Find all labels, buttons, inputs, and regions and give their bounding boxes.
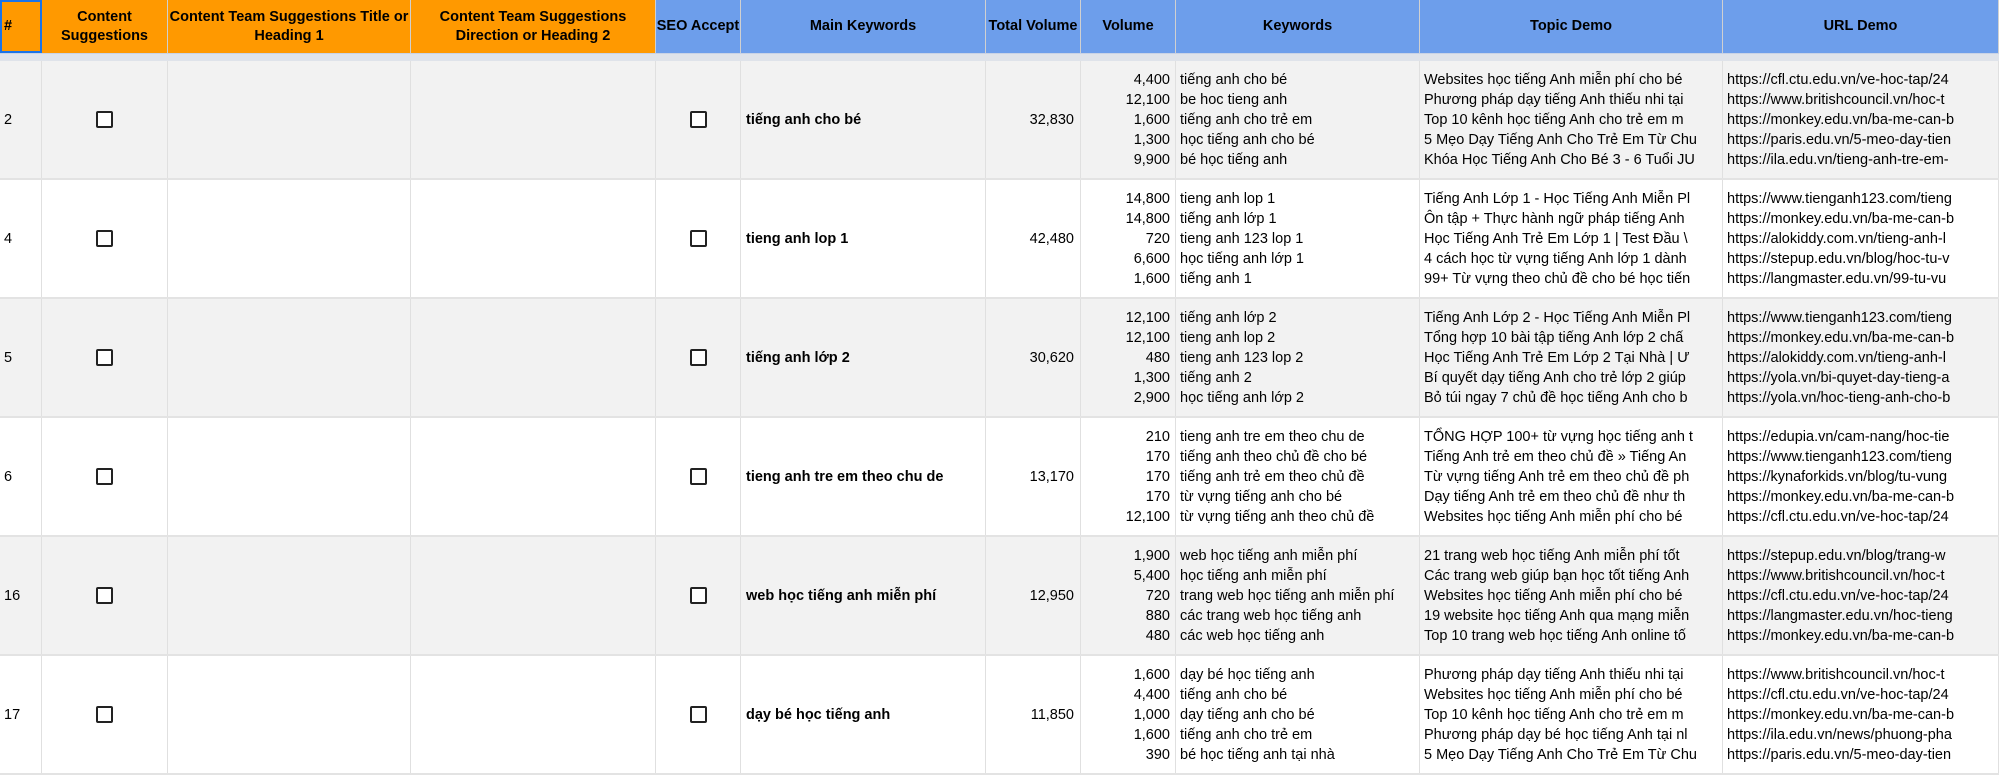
keywords-line: học tiếng anh cho bé (1180, 131, 1315, 148)
volume-line: 1,300 (1133, 131, 1170, 148)
topic-demo-cell[interactable] (1420, 61, 1723, 178)
topic-demo-line: Các trang web giúp bạn học tốt tiếng Anh (1424, 567, 1690, 584)
row-number-cell[interactable]: 6 (0, 418, 42, 535)
url-demo-cell[interactable] (1723, 418, 1999, 535)
volume-line: 880 (1145, 607, 1170, 624)
keywords-line: học tiếng anh miễn phí (1180, 567, 1327, 584)
url-demo-cell-lines (1723, 665, 1998, 765)
volume-line: 12,100 (1125, 329, 1170, 346)
topic-demo-line: 19 website học tiếng Anh qua mạng miễn (1424, 607, 1690, 624)
topic-demo-line: Học Tiếng Anh Trẻ Em Lớp 1 | Test Đầu \ (1424, 230, 1688, 247)
total-volume-cell[interactable]: 11,850 (986, 656, 1081, 773)
content-suggestions-checkbox[interactable] (96, 587, 113, 604)
topic-demo-line: Tiếng Anh trẻ em theo chủ đề » Tiếng An (1424, 448, 1687, 465)
volume-line: 1,600 (1133, 726, 1170, 743)
topic-demo-line: Phương pháp dạy tiếng Anh thiếu nhi tại (1424, 666, 1684, 683)
keywords-cell[interactable] (1176, 537, 1420, 654)
keywords-line: tiếng anh cho trẻ em (1180, 726, 1313, 743)
header-row-number[interactable]: # (0, 0, 42, 53)
main-keyword-cell[interactable]: web học tiếng anh miễn phí (741, 537, 986, 654)
topic-demo-cell-lines (1420, 546, 1722, 646)
volume-cell-lines (1081, 665, 1175, 765)
title-heading-cell[interactable] (168, 418, 411, 535)
volume-line: 1,600 (1133, 111, 1170, 128)
volume-cell[interactable] (1081, 299, 1176, 416)
keywords-line: tiếng anh lớp 1 (1180, 210, 1277, 227)
volume-line: 720 (1145, 587, 1170, 604)
content-suggestions-checkbox[interactable] (96, 349, 113, 366)
volume-line: 480 (1145, 349, 1170, 366)
direction-heading-cell[interactable] (411, 537, 656, 654)
topic-demo-cell-lines (1420, 189, 1722, 289)
keywords-cell-lines (1176, 427, 1419, 527)
url-demo-line: https://yola.vn/hoc-tieng-anh-cho-b (1727, 389, 1951, 406)
url-demo-line: https://www.tienganh123.com/tieng (1727, 190, 1952, 207)
url-demo-line: https://cfl.ctu.edu.vn/ve-hoc-tap/24 (1727, 587, 1949, 604)
topic-demo-line: TỔNG HỢP 100+ từ vựng học tiếng anh t (1424, 428, 1693, 445)
volume-cell[interactable] (1081, 180, 1176, 297)
keywords-line: be hoc tieng anh (1180, 91, 1288, 108)
table-row (0, 299, 1999, 418)
keywords-line: tieng anh lop 2 (1180, 329, 1276, 346)
header-main-keywords[interactable]: Main Keywords (741, 0, 986, 53)
frozen-divider[interactable] (0, 54, 1999, 61)
url-demo-line: https://monkey.edu.vn/ba-me-can-b (1727, 329, 1955, 346)
seo-accept-cell[interactable] (656, 656, 741, 773)
topic-demo-line: 5 Mẹo Dạy Tiếng Anh Cho Trẻ Em Từ Chu (1424, 746, 1697, 763)
content-suggestions-cell[interactable] (42, 537, 168, 654)
keywords-cell[interactable] (1176, 61, 1420, 178)
topic-demo-line: 99+ Từ vựng theo chủ đề cho bé học tiến (1424, 270, 1691, 287)
volume-line: 12,100 (1125, 309, 1170, 326)
content-suggestions-checkbox[interactable] (96, 111, 113, 128)
topic-demo-line: Bí quyết dạy tiếng Anh cho trẻ lớp 2 giúp (1424, 369, 1686, 386)
topic-demo-line: Phương pháp dạy bé học tiếng Anh tại nl (1424, 726, 1688, 743)
topic-demo-line: 4 cách học từ vựng tiếng Anh lớp 1 dành (1424, 250, 1687, 267)
header-row (0, 0, 1999, 54)
volume-line: 1,900 (1133, 547, 1170, 564)
topic-demo-line: Websites học tiếng Anh miễn phí cho bé (1424, 71, 1683, 88)
volume-line: 170 (1145, 488, 1170, 505)
topic-demo-cell[interactable] (1420, 299, 1723, 416)
total-volume-cell[interactable]: 32,830 (986, 61, 1081, 178)
topic-demo-line: Dạy tiếng Anh trẻ em theo chủ đề như th (1424, 488, 1686, 505)
url-demo-line: https://www.tienganh123.com/tieng (1727, 448, 1952, 465)
url-demo-line: https://edupia.vn/cam-nang/hoc-tie (1727, 428, 1950, 445)
volume-line: 1,600 (1133, 270, 1170, 287)
volume-line: 720 (1145, 230, 1170, 247)
volume-cell-lines (1081, 70, 1175, 170)
volume-line: 1,300 (1133, 369, 1170, 386)
volume-cell-lines (1081, 427, 1175, 527)
total-volume-cell[interactable]: 12,950 (986, 537, 1081, 654)
keywords-line: dạy tiếng anh cho bé (1180, 706, 1315, 723)
url-demo-line: https://monkey.edu.vn/ba-me-can-b (1727, 706, 1955, 723)
volume-cell-lines (1081, 308, 1175, 408)
table-row (0, 418, 1999, 537)
content-suggestions-cell[interactable] (42, 418, 168, 535)
seo-accept-checkbox[interactable] (690, 111, 707, 128)
volume-cell-lines (1081, 189, 1175, 289)
url-demo-cell[interactable] (1723, 299, 1999, 416)
url-demo-line: https://paris.edu.vn/5-meo-day-tien (1727, 746, 1952, 763)
volume-cell[interactable] (1081, 418, 1176, 535)
main-keyword-cell[interactable]: dạy bé học tiếng anh (741, 656, 986, 773)
volume-line: 2,900 (1133, 389, 1170, 406)
keywords-cell-lines (1176, 665, 1419, 765)
url-demo-line: https://langmaster.edu.vn/99-tu-vu (1727, 270, 1947, 287)
topic-demo-line: Top 10 kênh học tiếng Anh cho trẻ em m (1424, 111, 1684, 128)
keywords-line: các trang web học tiếng anh (1180, 607, 1362, 624)
keywords-line: tiếng anh lớp 2 (1180, 309, 1277, 326)
volume-line: 14,800 (1125, 190, 1170, 207)
header-url-demo[interactable]: URL Demo (1723, 0, 1999, 53)
total-volume-cell[interactable]: 42,480 (986, 180, 1081, 297)
volume-line: 170 (1145, 468, 1170, 485)
volume-line: 14,800 (1125, 210, 1170, 227)
keywords-line: tiếng anh trẻ em theo chủ đề (1180, 468, 1365, 485)
row-number-cell[interactable]: 5 (0, 299, 42, 416)
topic-demo-line: 5 Mẹo Dạy Tiếng Anh Cho Trẻ Em Từ Chu (1424, 131, 1697, 148)
url-demo-line: https://alokiddy.com.vn/tieng-anh-l (1727, 349, 1946, 366)
seo-accept-cell[interactable] (656, 61, 741, 178)
header-content-suggestions[interactable]: Content Suggestions (42, 0, 168, 53)
title-heading-cell[interactable] (168, 299, 411, 416)
url-demo-line: https://stepup.edu.vn/blog/trang-w (1727, 547, 1946, 564)
volume-line: 1,000 (1133, 706, 1170, 723)
volume-line: 5,400 (1133, 567, 1170, 584)
keywords-line: bé học tiếng anh tại nhà (1180, 746, 1335, 763)
seo-accept-checkbox[interactable] (690, 230, 707, 247)
url-demo-line: https://monkey.edu.vn/ba-me-can-b (1727, 488, 1955, 505)
content-suggestions-cell[interactable] (42, 299, 168, 416)
total-volume-cell[interactable]: 13,170 (986, 418, 1081, 535)
row-number-cell[interactable]: 2 (0, 61, 42, 178)
topic-demo-line: Tiếng Anh Lớp 2 - Học Tiếng Anh Miễn Pl (1424, 309, 1691, 326)
url-demo-line: https://www.britishcouncil.vn/hoc-t (1727, 91, 1945, 108)
url-demo-line: https://monkey.edu.vn/ba-me-can-b (1727, 210, 1955, 227)
url-demo-cell[interactable] (1723, 61, 1999, 178)
url-demo-line: https://kynaforkids.vn/blog/tu-vung (1727, 468, 1948, 485)
topic-demo-cell[interactable] (1420, 656, 1723, 773)
volume-line: 4,400 (1133, 686, 1170, 703)
url-demo-line: https://monkey.edu.vn/ba-me-can-b (1727, 627, 1955, 644)
keywords-line: bé học tiếng anh (1180, 151, 1288, 168)
sheet-body (0, 61, 1999, 775)
topic-demo-cell-lines (1420, 665, 1722, 765)
total-volume-cell[interactable]: 30,620 (986, 299, 1081, 416)
title-heading-cell[interactable] (168, 180, 411, 297)
topic-demo-line: Khóa Học Tiếng Anh Cho Bé 3 - 6 Tuổi JU (1424, 151, 1695, 168)
keywords-cell[interactable] (1176, 180, 1420, 297)
keywords-line: tieng anh 123 lop 1 (1180, 230, 1304, 247)
topic-demo-line: Từ vựng tiếng Anh trẻ em theo chủ đề ph (1424, 468, 1690, 485)
header-volume[interactable]: Volume (1081, 0, 1176, 53)
topic-demo-cell-lines (1420, 427, 1722, 527)
header-seo-accept[interactable]: SEO Accept (656, 0, 741, 53)
table-row (0, 61, 1999, 180)
seo-accept-checkbox[interactable] (690, 468, 707, 485)
volume-line: 6,600 (1133, 250, 1170, 267)
url-demo-cell-lines (1723, 546, 1998, 646)
table-row (0, 656, 1999, 775)
url-demo-cell-lines (1723, 427, 1998, 527)
seo-accept-cell[interactable] (656, 418, 741, 535)
url-demo-cell[interactable] (1723, 656, 1999, 773)
topic-demo-line: Học Tiếng Anh Trẻ Em Lớp 2 Tại Nhà | Ư (1424, 349, 1690, 366)
main-keyword-cell[interactable]: tiếng anh cho bé (741, 61, 986, 178)
url-demo-line: https://www.tienganh123.com/tieng (1727, 309, 1952, 326)
topic-demo-line: Phương pháp dạy tiếng Anh thiếu nhi tại (1424, 91, 1684, 108)
url-demo-cell-lines (1723, 70, 1998, 170)
keywords-cell-lines (1176, 308, 1419, 408)
row-number-cell[interactable]: 16 (0, 537, 42, 654)
header-title-heading-1[interactable]: Content Team Suggestions Title or Heading 1 (168, 0, 411, 53)
url-demo-line: https://cfl.ctu.edu.vn/ve-hoc-tap/24 (1727, 508, 1949, 525)
seo-accept-checkbox[interactable] (690, 587, 707, 604)
topic-demo-line: Websites học tiếng Anh miễn phí cho bé (1424, 686, 1683, 703)
topic-demo-line: Websites học tiếng Anh miễn phí cho bé (1424, 508, 1683, 525)
url-demo-line: https://yola.vn/bi-quyet-day-tieng-a (1727, 369, 1950, 386)
url-demo-cell-lines (1723, 189, 1998, 289)
volume-cell[interactable] (1081, 61, 1176, 178)
header-total-volume[interactable]: Total Volume (986, 0, 1081, 53)
seo-accept-cell[interactable] (656, 180, 741, 297)
topic-demo-cell-lines (1420, 308, 1722, 408)
topic-demo-line: Top 10 kênh học tiếng Anh cho trẻ em m (1424, 706, 1684, 723)
volume-line: 12,100 (1125, 91, 1170, 108)
table-row (0, 537, 1999, 656)
keywords-line: tiếng anh cho trẻ em (1180, 111, 1313, 128)
content-suggestions-cell[interactable] (42, 61, 168, 178)
keywords-line: tieng anh 123 lop 2 (1180, 349, 1304, 366)
keywords-line: tiếng anh cho bé (1180, 686, 1288, 703)
topic-demo-line: 21 trang web học tiếng Anh miễn phí tốt (1424, 547, 1680, 564)
keywords-line: học tiếng anh lớp 2 (1180, 389, 1304, 406)
row-number-cell[interactable]: 4 (0, 180, 42, 297)
url-demo-line: https://langmaster.edu.vn/hoc-tieng (1727, 607, 1953, 624)
url-demo-line: https://alokiddy.com.vn/tieng-anh-l (1727, 230, 1946, 247)
direction-heading-cell[interactable] (411, 656, 656, 773)
keywords-cell[interactable] (1176, 418, 1420, 535)
keywords-line: các web học tiếng anh (1180, 627, 1325, 644)
url-demo-cell[interactable] (1723, 180, 1999, 297)
url-demo-line: https://www.britishcouncil.vn/hoc-t (1727, 567, 1945, 584)
url-demo-line: https://cfl.ctu.edu.vn/ve-hoc-tap/24 (1727, 686, 1949, 703)
seo-accept-checkbox[interactable] (690, 706, 707, 723)
header-direction-heading-2[interactable]: Content Team Suggestions Direction or Heading 2 (411, 0, 656, 53)
content-suggestions-checkbox[interactable] (96, 230, 113, 247)
seo-accept-cell[interactable] (656, 299, 741, 416)
keywords-cell[interactable] (1176, 299, 1420, 416)
url-demo-line: https://monkey.edu.vn/ba-me-can-b (1727, 111, 1955, 128)
direction-heading-cell[interactable] (411, 299, 656, 416)
url-demo-cell-lines (1723, 308, 1998, 408)
volume-line: 210 (1145, 428, 1170, 445)
topic-demo-line: Tiếng Anh Lớp 1 - Học Tiếng Anh Miễn Pl (1424, 190, 1691, 207)
keywords-cell-lines (1176, 546, 1419, 646)
keywords-line: tieng anh lop 1 (1180, 190, 1276, 207)
keywords-line: học tiếng anh lớp 1 (1180, 250, 1304, 267)
content-suggestions-checkbox[interactable] (96, 468, 113, 485)
topic-demo-cell[interactable] (1420, 180, 1723, 297)
title-heading-cell[interactable] (168, 656, 411, 773)
url-demo-line: https://stepup.edu.vn/blog/hoc-tu-v (1727, 250, 1950, 267)
keywords-line: trang web học tiếng anh miễn phí (1180, 587, 1395, 604)
keywords-line: tiếng anh cho bé (1180, 71, 1288, 88)
keywords-line: từ vựng tiếng anh theo chủ đề (1180, 508, 1375, 525)
volume-line: 1,600 (1133, 666, 1170, 683)
url-demo-line: https://paris.edu.vn/5-meo-day-tien (1727, 131, 1952, 148)
main-keyword-cell[interactable]: tieng anh lop 1 (741, 180, 986, 297)
keywords-line: tiếng anh 1 (1180, 270, 1252, 287)
volume-line: 390 (1145, 746, 1170, 763)
keywords-line: tiếng anh 2 (1180, 369, 1252, 386)
seo-accept-checkbox[interactable] (690, 349, 707, 366)
volume-cell-lines (1081, 546, 1175, 646)
keywords-line: tieng anh tre em theo chu de (1180, 428, 1365, 445)
title-heading-cell[interactable] (168, 537, 411, 654)
topic-demo-cell[interactable] (1420, 418, 1723, 535)
url-demo-line: https://www.britishcouncil.vn/hoc-t (1727, 666, 1945, 683)
topic-demo-line: Ôn tập + Thực hành ngữ pháp tiếng Anh (1424, 210, 1685, 227)
topic-demo-line: Top 10 trang web học tiếng Anh online tố (1424, 627, 1686, 644)
topic-demo-line: Websites học tiếng Anh miễn phí cho bé (1424, 587, 1683, 604)
title-heading-cell[interactable] (168, 61, 411, 178)
content-suggestions-cell[interactable] (42, 656, 168, 773)
direction-heading-cell[interactable] (411, 180, 656, 297)
header-keywords[interactable]: Keywords (1176, 0, 1420, 53)
keywords-line: tiếng anh theo chủ đề cho bé (1180, 448, 1368, 465)
topic-demo-cell-lines (1420, 70, 1722, 170)
volume-line: 480 (1145, 627, 1170, 644)
volume-line: 12,100 (1125, 508, 1170, 525)
volume-cell[interactable] (1081, 656, 1176, 773)
volume-line: 170 (1145, 448, 1170, 465)
keywords-line: từ vựng tiếng anh cho bé (1180, 488, 1343, 505)
table-row (0, 180, 1999, 299)
main-keyword-cell[interactable]: tiếng anh lớp 2 (741, 299, 986, 416)
keywords-cell[interactable] (1176, 656, 1420, 773)
keywords-line: web học tiếng anh miễn phí (1180, 547, 1358, 564)
keywords-cell-lines (1176, 189, 1419, 289)
topic-demo-line: Bỏ túi ngay 7 chủ đề học tiếng Anh cho b (1424, 389, 1688, 406)
volume-cell[interactable] (1081, 537, 1176, 654)
content-suggestions-checkbox[interactable] (96, 706, 113, 723)
content-suggestions-cell[interactable] (42, 180, 168, 297)
direction-heading-cell[interactable] (411, 61, 656, 178)
seo-accept-cell[interactable] (656, 537, 741, 654)
direction-heading-cell[interactable] (411, 418, 656, 535)
main-keyword-cell[interactable]: tieng anh tre em theo chu de (741, 418, 986, 535)
topic-demo-line: Tổng hợp 10 bài tập tiếng Anh lớp 2 chấ (1424, 329, 1684, 346)
volume-line: 9,900 (1133, 151, 1170, 168)
url-demo-line: https://ila.edu.vn/tieng-anh-tre-em- (1727, 151, 1949, 168)
header-topic-demo[interactable]: Topic Demo (1420, 0, 1723, 53)
url-demo-cell[interactable] (1723, 537, 1999, 654)
keywords-cell-lines (1176, 70, 1419, 170)
row-number-cell[interactable]: 17 (0, 656, 42, 773)
url-demo-line: https://ila.edu.vn/news/phuong-pha (1727, 726, 1952, 743)
keywords-line: dạy bé học tiếng anh (1180, 666, 1315, 683)
volume-line: 4,400 (1133, 71, 1170, 88)
topic-demo-cell[interactable] (1420, 537, 1723, 654)
url-demo-line: https://cfl.ctu.edu.vn/ve-hoc-tap/24 (1727, 71, 1949, 88)
